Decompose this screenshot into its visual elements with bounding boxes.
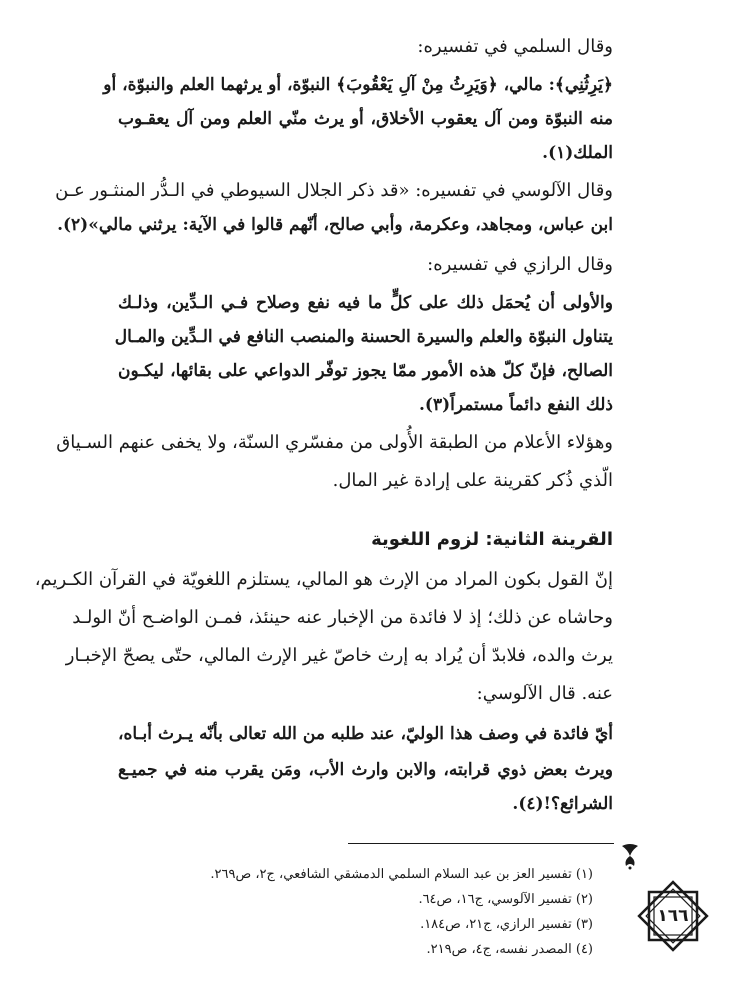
quote-line: أيّ فائدة في وصف هذا الوليّ، عند طلبه من الله تعالى بأنّه يـرث أبـاه،: [118, 724, 613, 744]
quote-line: منه النبوّة ومن آل يعقوب الأخلاق، أو يرث منّي العلم ومن آل يعقـوب: [118, 109, 613, 129]
footnote: (٣) تفسير الرازي، ج٢١، ص١٨٤.: [420, 917, 593, 932]
quote-line: الشرائع؟!(٤).: [512, 794, 613, 814]
quote-line: ﴿يَرِثُنِي﴾: مالي، ﴿وَيَرِثُ مِنْ آلِ يَعْقُوبَ﴾ النبوّة، أو يرثهما العلم والنبوّة، أو: [103, 75, 613, 95]
quote-line: والأولى أن يُحمَل ذلك على كلٍّ ما فيه نفع وصلاح فـي الـدِّين، وذلـك: [118, 293, 613, 313]
footnote-separator: [348, 843, 614, 844]
quote-line: ابن عباس، ومجاهد، وعكرمة، وأبي صالح، أنّهم قالوا في الآية: يرثني مالي»(٢).: [57, 215, 613, 235]
body-line: وقال السلمي في تفسيره:: [417, 36, 613, 57]
footnote: (٤) المصدر نفسه، ج٤، ص٢١٩.: [426, 942, 593, 957]
quote-line: ذلك النفع دائماً مستمراً(٣).: [418, 395, 613, 415]
body-line: إنّ القول بكون المراد من الإرث هو المالي، يستلزم اللغويّة في القرآن الكـريم،: [34, 569, 613, 590]
calligraphic-ornament-icon: [618, 842, 642, 870]
footnote: (٢) تفسير الآلوسي، ج١٦، ص٦٤.: [418, 892, 593, 907]
body-line: وقال الآلوسي في تفسيره: «قد ذكر الجلال السيوطي في الـدُّر المنثـور عـن: [55, 180, 613, 201]
body-line: وهؤلاء الأعلام من الطبقة الأُولى من مفسّري السنّة، ولا يخفى عنهم السـياق: [56, 432, 613, 453]
body-line: عنه. قال الآلوسي:: [476, 683, 613, 704]
body-line: يرث والده، فلابدّ أن يُراد به إرث خاصّ غير الإرث المالي، حتّى يصحّ الإخبـار: [65, 645, 613, 666]
body-line: الّذي ذُكر كقرينة على إرادة غير المال.: [332, 470, 613, 491]
quote-line: ويرث بعض ذوي قرابته، والابن وارث الأب، ومَن يقرب منه في جميـع: [118, 760, 613, 780]
quote-line: الملك(١).: [542, 143, 613, 163]
quote-line: الصالح، فإنّ كلّ هذه الأمور ممّا يجوز توفّر الدواعي على بقائها، ليكـون: [118, 361, 613, 381]
page-number-badge: [635, 878, 711, 954]
page-number: ١٦٦: [657, 906, 689, 926]
quote-line: يتناول النبوّة والعلم والسيرة الحسنة والمنصب النافع في الـدِّين والمـال: [114, 327, 613, 347]
body-line: وقال الرازي في تفسيره:: [427, 254, 613, 275]
section-heading: القرينة الثانية: لزوم اللغوية: [371, 529, 613, 550]
body-line: وحاشاه عن ذلك؛ إذ لا فائدة من الإخبار عنه حينئذ، فمـن الواضـح أنّ الولـد: [72, 607, 613, 628]
footnote: (١) تفسير العز بن عبد السلام السلمي الدمشقي الشافعي، ج٢، ص٢٦٩.: [210, 867, 593, 882]
